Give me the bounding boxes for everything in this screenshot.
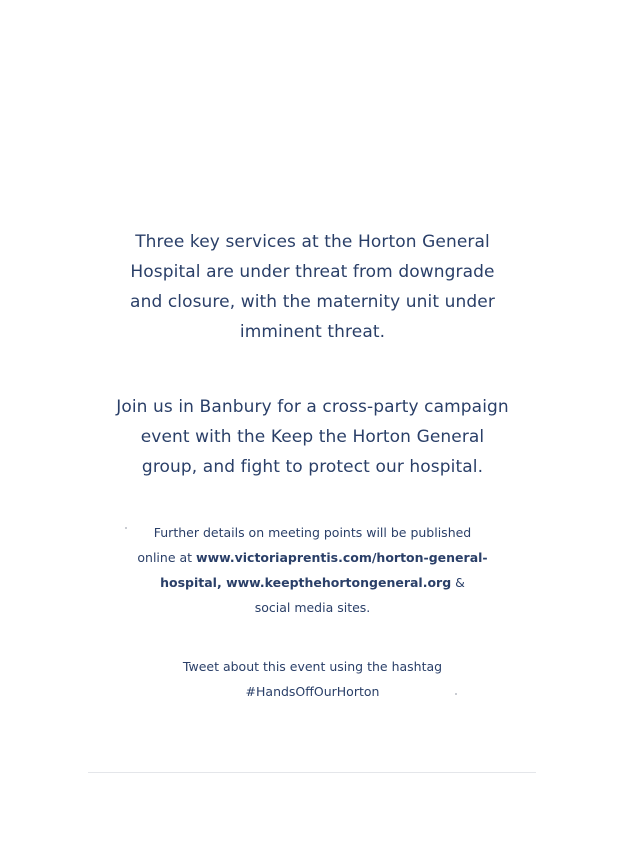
victoriaprentis-link[interactable]: www.victoriaprentis.com/horton-general- bbox=[196, 550, 488, 565]
details-prefix: online at bbox=[137, 550, 197, 565]
link-separator: , bbox=[216, 575, 227, 590]
victoriaprentis-link-continued[interactable]: hospital bbox=[160, 575, 217, 590]
join-line-3: group, and fight to protect our hospital. bbox=[141, 457, 484, 477]
bottom-divider bbox=[88, 772, 536, 773]
threat-paragraph bbox=[0, 227, 625, 347]
scan-speck bbox=[125, 527, 127, 529]
details-line-4: social media sites. bbox=[254, 600, 371, 615]
threat-line-4: imminent threat. bbox=[239, 322, 386, 342]
keepthehortongeneral-link[interactable]: www.keepthehortongeneral.org bbox=[226, 575, 452, 590]
tweet-paragraph bbox=[0, 654, 625, 704]
ampersand: & bbox=[451, 575, 465, 590]
details-line-1: Further details on meeting points will be published bbox=[153, 525, 472, 540]
tweet-line: Tweet about this event using the hashtag bbox=[182, 659, 443, 674]
threat-line-2: Hospital are under threat from downgrade bbox=[130, 262, 495, 282]
hashtag: #HandsOffOurHorton bbox=[245, 684, 380, 699]
threat-line-1: Three key services at the Horton General bbox=[135, 232, 490, 252]
details-line-3 bbox=[0, 570, 625, 595]
details-line-2 bbox=[0, 545, 625, 570]
join-line-2: event with the Keep the Horton General bbox=[140, 427, 485, 447]
join-paragraph bbox=[0, 392, 625, 482]
details-paragraph bbox=[0, 520, 625, 620]
threat-line-3: and closure, with the maternity unit under bbox=[130, 292, 495, 312]
scan-speck bbox=[455, 693, 457, 695]
join-line-1: Join us in Banbury for a cross-party campaign bbox=[116, 397, 509, 417]
